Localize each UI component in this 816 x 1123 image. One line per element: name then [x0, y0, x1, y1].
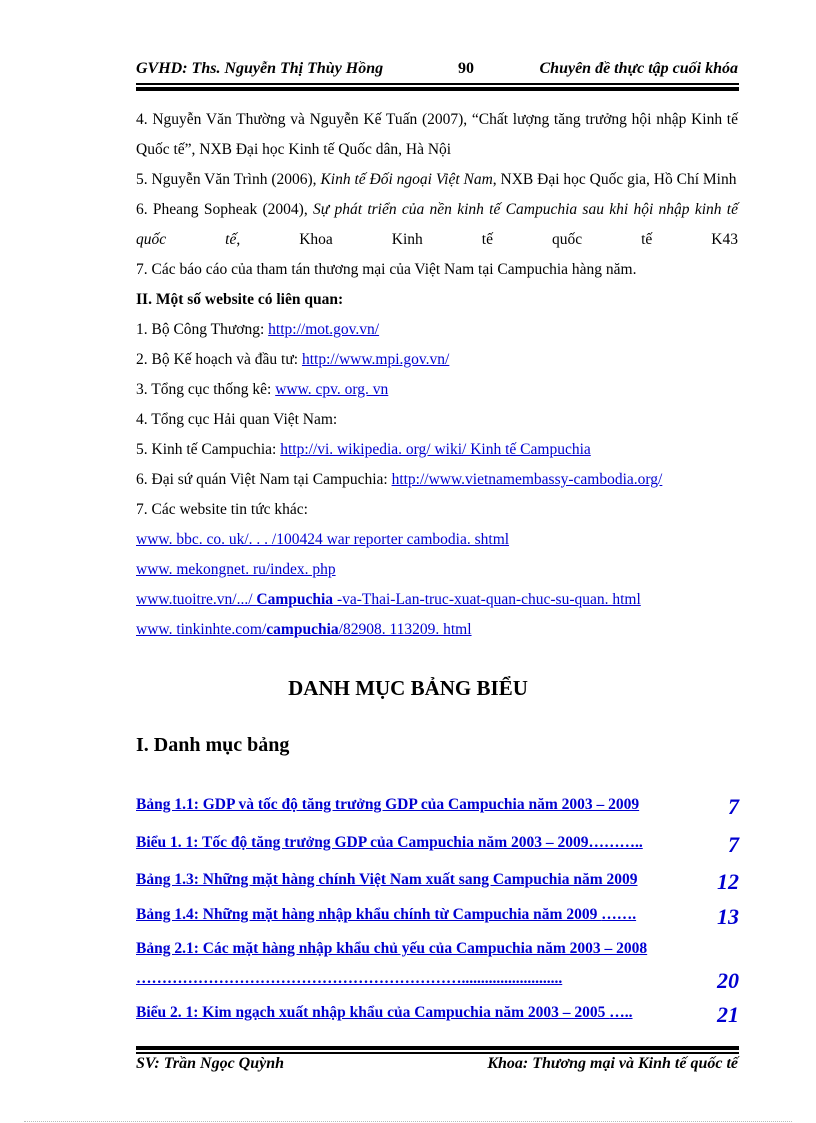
header-supervisor: GVHD: Ths. Nguyễn Thị Thùy Hồng [136, 60, 384, 77]
toc-entry[interactable]: Bảng 1.1: GDP và tốc độ tăng trưởng GDP của Campuchia năm 2003 – 2009 7 [136, 794, 739, 819]
footer-rule-thick [136, 1046, 739, 1050]
websites-heading: II. Một số website có liên quan: [136, 291, 344, 308]
toc-page-number: 7 [728, 832, 739, 857]
website-link[interactable]: http://mot.gov.vn/ [268, 321, 380, 338]
news-link-item [136, 525, 738, 555]
website-item: 5. Kinh tế Campuchia: http://vi. wikipedia. org/ wiki/ Kinh tế Campuchia [136, 441, 591, 458]
news-link-item [136, 585, 738, 615]
news-link-item [136, 555, 738, 585]
header-rule [136, 83, 739, 85]
website-link[interactable]: http://www.mpi.gov.vn/ [301, 351, 450, 368]
website-item: 4. Tổng cục Hải quan Việt Nam: [136, 411, 338, 428]
website-link[interactable]: www. cpv. org. vn [275, 381, 389, 398]
website-item: 2. Bộ Kế hoạch và đầu tư: http://www.mpi.gov.vn/ [136, 351, 450, 368]
toc-page-number: 13 [717, 904, 739, 929]
page-number: 90 [458, 60, 474, 77]
toc-entry[interactable]: Biểu 1. 1: Tốc độ tăng trưởng GDP của Campuchia năm 2003 – 2009……….. 7 [136, 832, 739, 857]
header-rule-thick [136, 87, 739, 91]
toc-entry[interactable]: Bảng 2.1: Các mặt hàng nhập khẩu chủ yếu của Campuchia năm 2003 – 2008 ……………………………………………………….......................... 20 [136, 940, 739, 993]
reference-book-title: Sự phát triển của nền kinh tế Campuchia sau khi hội nhập kinh tế quốc tế [136, 201, 738, 248]
toc-entry[interactable]: Bảng 1.3: Những mặt hàng chính Việt Nam xuất sang Campuchia năm 2009 12 [136, 869, 739, 894]
page-edge [24, 1121, 792, 1122]
news-link[interactable]: www. tinkinhte.com/campuchia/82908. 113209. html [136, 621, 472, 638]
footer-student: SV: Trần Ngọc Quỳnh [136, 1055, 285, 1072]
list-of-tables-title: DANH MỤC BẢNG BIỂU [288, 676, 528, 700]
toc-page-number: 20 [717, 970, 739, 993]
page-header [136, 58, 738, 82]
header-report-title: Chuyên đề thực tập cuối khóa [539, 60, 738, 77]
website-link[interactable]: http://vi. wikipedia. org/ wiki/ Kinh tế Campuchia [280, 441, 591, 458]
footer-rule [136, 1052, 739, 1054]
reference-book-title: Kinh tế Đối ngoại Việt Nam [320, 171, 493, 188]
toc-entry[interactable]: Biểu 2. 1: Kim ngạch xuất nhập khẩu của Campuchia năm 2003 – 2005 ….. 21 [136, 1002, 739, 1027]
news-link[interactable]: www.tuoitre.vn/.../ Campuchia -va-Thai-Lan-truc-xuat-quan-chuc-su-quan. html [136, 591, 641, 608]
reference-item: 5. Nguyễn Văn Trình (2006), Kinh tế Đối ngoại Việt Nam, NXB Đại học Quốc gia, Hồ Chí Minh [136, 171, 737, 188]
footer-faculty: Khoa: Thương mại và Kinh tế quốc tế [487, 1055, 738, 1072]
toc-page-number: 7 [728, 794, 739, 819]
references-body [136, 105, 738, 645]
website-item: 7. Các website tin tức khác: [136, 501, 308, 518]
reference-item: 7. Các báo cáo của tham tán thương mại của Việt Nam tại Campuchia hàng năm. [136, 261, 637, 278]
reference-item: 4. Nguyễn Văn Thường và Nguyễn Kế Tuấn (2007), “Chất lượng tăng trưởng hội nhập Kinh tế Quốc tế”, NXB Đại học Kinh tế Quốc dân, Hà Nội [136, 111, 738, 158]
website-link[interactable]: http://www.vietnamembassy-cambodia.org/ [391, 471, 663, 488]
toc-page-number: 12 [717, 869, 739, 894]
website-item: 6. Đại sứ quán Việt Nam tại Campuchia: http://www.vietnamembassy-cambodia.org/ [136, 471, 663, 488]
toc-page-number: 21 [717, 1002, 739, 1027]
reference-item: 6. Pheang Sopheak (2004), Sự phát triển của nền kinh tế Campuchia sau khi hội nhập kinh tế quốc tế, Khoa Kinh tế quốc tế K43 [136, 201, 738, 248]
website-item: 3. Tổng cục thống kê: www. cpv. org. vn [136, 381, 389, 398]
news-link[interactable]: www. bbc. co. uk/. . . /100424 war reporter cambodia. shtml [136, 531, 510, 548]
website-item: 1. Bộ Công Thương: http://mot.gov.vn/ [136, 321, 380, 338]
toc-entry[interactable]: Bảng 1.4: Những mặt hàng nhập khẩu chính từ Campuchia năm 2009 ……. 13 [136, 904, 739, 929]
news-link[interactable]: www. mekongnet. ru/index. php [136, 561, 336, 578]
news-link-item [136, 615, 738, 645]
section-heading: I. Danh mục bảng [136, 734, 290, 756]
